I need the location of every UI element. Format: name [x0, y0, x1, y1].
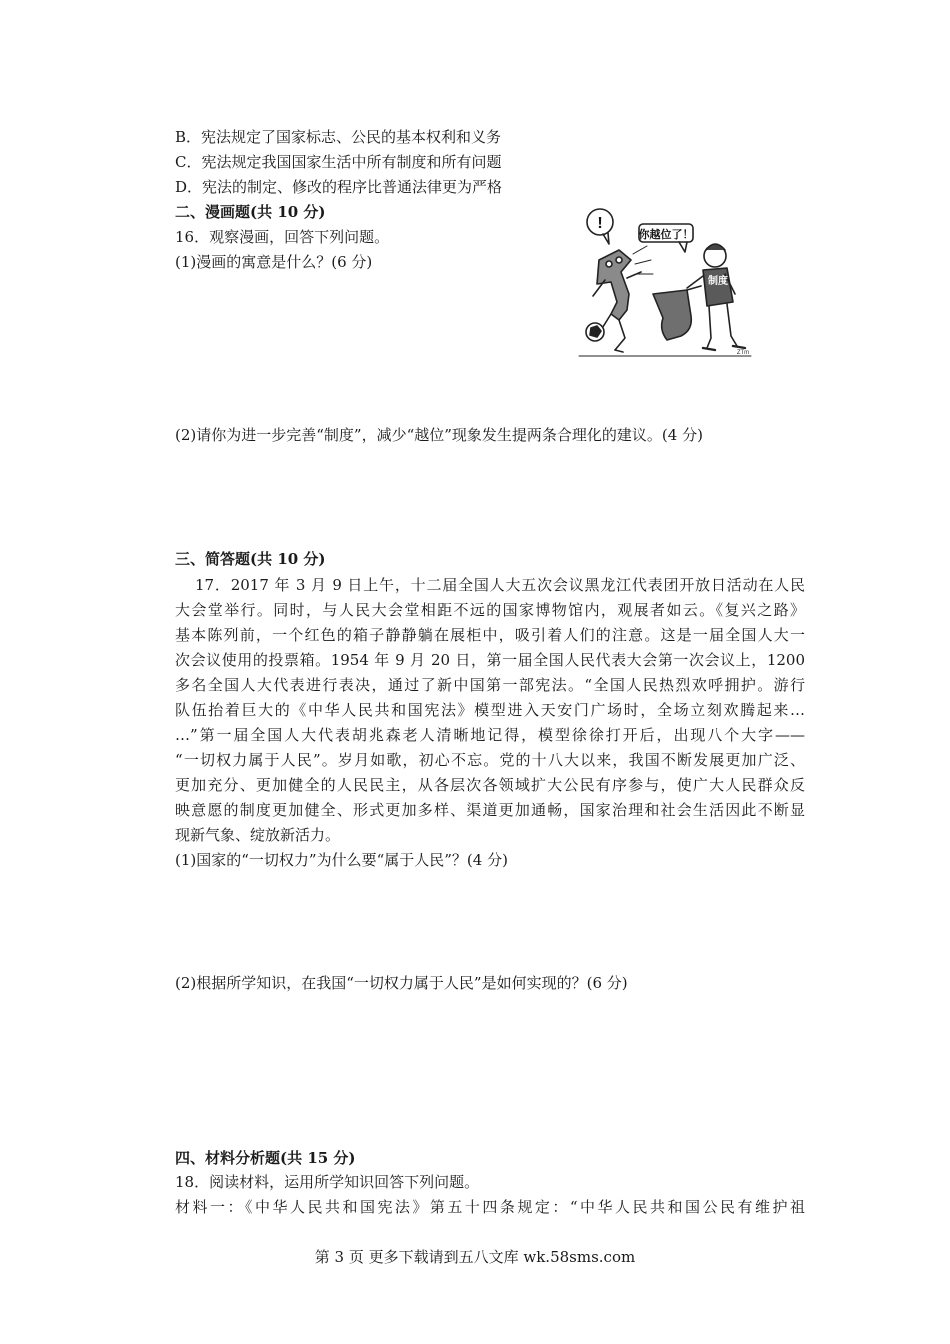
page-footer: 第 3 页 更多下载请到五八文库 wk.58sms.com	[314, 1248, 636, 1266]
q17-line-1: 17．2017 年 3 月 9 日上午，十二届全国人大五次会议黑龙江代表团开放日活动在人民	[195, 576, 805, 594]
question-17-part2: (2)根据所学知识，在我国“一切权力属于人民”是如何实现的？(6 分)	[175, 974, 628, 992]
section2-title: 二、漫画题(共 10 分)	[175, 203, 326, 221]
material-one: 材料一：《中华人民共和国宪法》第五十四条规定：“中华人民共和国公民有维护祖	[175, 1198, 805, 1216]
q17-line-3: 基本陈列前，一个红色的箱子静静躺在展柜中，吸引着人们的注意。这是一届全国人大一	[175, 626, 805, 644]
section4-title: 四、材料分析题(共 15 分)	[175, 1149, 356, 1167]
q17-line-5: 多名全国人大代表进行表决，通过了新中国第一部宪法。“全国人民热烈欢呼拥护。游行	[175, 676, 805, 694]
artist-signature: ZTm	[736, 350, 750, 356]
exclaim-text: !	[597, 215, 603, 232]
q17-line-6: 队伍抬着巨大的《中华人民共和国宪法》模型进入天安门广场时，全场立刻欢腾起来…	[175, 701, 805, 719]
section3-title: 三、简答题(共 10 分)	[175, 550, 326, 568]
question-16-part1: (1)漫画的寓意是什么？(6 分)	[175, 253, 373, 271]
q17-line-10: 映意愿的制度更加健全、形式更加多样、渠道更加通畅，国家治理和社会生活因此不断显	[175, 801, 805, 819]
referee-shirt-label: 制度	[708, 276, 728, 287]
speech-bubble-text: 你越位了！	[638, 228, 694, 241]
q17-line-2: 大会堂举行。同时，与人民大会堂相距不远的国家博物馆内，观展者如云。《复兴之路》	[175, 601, 805, 619]
q17-line-8: “一切权力属于人民”。岁月如歌，初心不忘。党的十八大以来，我国不断发展更加广泛、	[175, 751, 805, 769]
comic-illustration	[575, 198, 757, 360]
q17-line-7: …”第一届全国人大代表胡兆森老人清晰地记得，模型徐徐打开后，出现八个大字——	[175, 726, 805, 744]
option-b: B．宪法规定了国家标志、公民的基本权利和义务	[175, 128, 502, 146]
q17-line-9: 更加充分、更加健全的人民民主，从各层次各领域扩大公民有序参与，使广大人民群众反	[175, 776, 805, 794]
question-16: 16．观察漫画，回答下列问题。	[175, 228, 390, 246]
option-c: C．宪法规定我国国家生活中所有制度和所有问题	[175, 153, 502, 171]
question-16-part2: (2)请你为进一步完善“制度”，减少“越位”现象发生提两条合理化的建议。(4 分)	[175, 426, 703, 444]
question-18: 18．阅读材料，运用所学知识回答下列问题。	[175, 1173, 480, 1191]
option-d: D．宪法的制定、修改的程序比普通法律更为严格	[175, 178, 503, 196]
q17-line-11: 现新气象、绽放新活力。	[175, 826, 341, 844]
question-17-part1: (1)国家的“一切权力”为什么要“属于人民”？(4 分)	[175, 851, 508, 869]
q17-line-4: 次会议使用的投票箱。1954 年 9 月 20 日，第一届全国人民代表大会第一次会议上，1200	[175, 651, 805, 669]
